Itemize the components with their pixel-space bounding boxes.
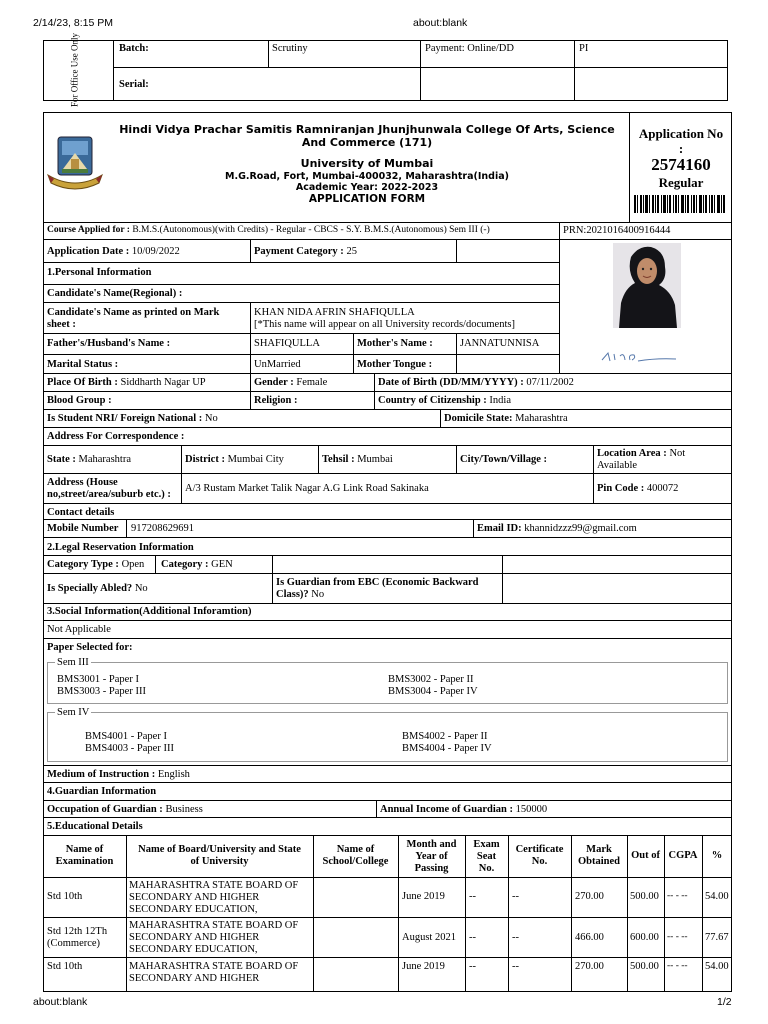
pin-code-label: Pin Code : — [597, 483, 645, 494]
nri-status — [47, 413, 218, 424]
col-school: Name of — [336, 844, 375, 855]
university-address: M.G.Road, Fort, Mumbai-400032, Maharashtra(India) — [225, 171, 509, 182]
tehsil-label: Tehsil : — [322, 454, 355, 465]
social-heading: 3.Social Information(Additional Inforamtion) — [47, 606, 252, 617]
pi-label: PI — [579, 43, 589, 54]
col-month-line3: Passing — [414, 863, 449, 874]
cell-seat: -- — [469, 932, 476, 943]
dob-value: 07/11/2002 — [526, 377, 574, 388]
mother-name: JANNATUNNISA — [460, 338, 540, 349]
state-value: Maharashtra — [78, 454, 131, 465]
paper-item: BMS3002 - Paper II — [388, 674, 474, 685]
barcode-icon — [634, 195, 726, 213]
marital-status-label: Marital Status : — [47, 359, 119, 370]
col-outof: Out of — [631, 850, 660, 861]
col-exam: Name of — [65, 844, 104, 855]
guardian-occupation-label: Occupation of Guardian : — [47, 804, 163, 815]
place-of-birth-label: Place Of Birth : — [47, 377, 118, 388]
regional-name-label: Candidate's Name(Regional) : — [47, 288, 183, 299]
ebc-label-line2: Class)? — [276, 589, 309, 600]
application-no-label: Application No — [638, 126, 724, 141]
cell-exam: Std 12th 12Th — [47, 926, 108, 937]
cell-marks: 466.00 — [575, 932, 604, 943]
cell-board: MAHARASHTRA STATE BOARD OF — [129, 961, 299, 972]
mother-name-label: Mother's Name : — [357, 338, 433, 349]
location-area — [597, 448, 685, 459]
col-cert-line2: No. — [531, 856, 548, 867]
place-of-birth — [47, 377, 206, 388]
course-label: Course Applied for : — [47, 225, 130, 235]
state — [47, 454, 131, 465]
cell-board-line2: SECONDARY AND HIGHER — [129, 892, 260, 903]
gender — [254, 377, 327, 388]
marksheet-name-label-line2: sheet : — [47, 319, 76, 330]
col-cert: Certificate — [515, 844, 564, 855]
tehsil-value: Mumbai — [357, 454, 393, 465]
cell-month: August 2021 — [402, 932, 456, 943]
cell-month: June 2019 — [402, 891, 445, 902]
cell-exam: Std 10th — [47, 961, 83, 972]
print-title: about:blank — [413, 17, 468, 29]
candidate-name: KHAN NIDA AFRIN SHAFIQULLA — [254, 307, 415, 318]
print-footer-url: about:blank — [33, 996, 88, 1008]
paper-item: BMS3001 - Paper I — [57, 674, 139, 685]
house-address-label-line2: no,street/area/suburb etc.) : — [47, 489, 171, 500]
cell-cert: -- — [512, 891, 519, 902]
category-type-label: Category Type : — [47, 559, 119, 570]
cell-percent: 77.67 — [705, 932, 729, 943]
candidate-photo — [613, 243, 681, 328]
legal-heading: 2.Legal Reservation Information — [47, 542, 194, 553]
state-label: State : — [47, 454, 76, 465]
cell-board-line2: SECONDARY AND HIGHER — [129, 973, 260, 984]
cell-outof: 500.00 — [630, 891, 659, 902]
gender-label: Gender : — [254, 377, 294, 388]
academic-year: Academic Year: 2022-2023 — [295, 182, 439, 193]
guardian-income-value: 150000 — [515, 804, 548, 815]
sem3-legend: Sem III — [57, 657, 89, 668]
district-label: District : — [185, 454, 225, 465]
education-heading: 5.Educational Details — [47, 821, 143, 832]
batch-label: Batch: — [119, 43, 149, 54]
college-name: Hindi Vidya Prachar Samitis Ramniranjan Jhunjhunwala College Of Arts, Science — [119, 123, 615, 136]
paper-item: BMS4004 - Paper IV — [402, 743, 492, 754]
print-page-number: 1/2 — [717, 996, 732, 1008]
nri-value: No — [204, 413, 218, 424]
scrutiny-label: Scrutiny — [272, 43, 308, 54]
father-name-label: Father's/Husband's Name : — [47, 338, 171, 349]
serial-label: Serial: — [119, 79, 149, 90]
cell-percent: 54.00 — [705, 891, 729, 902]
guardian-heading: 4.Guardian Information — [47, 786, 157, 797]
university-emblem-icon — [46, 135, 104, 190]
cell-seat: -- — [469, 961, 476, 972]
cell-board-line3: SECONDARY EDUCATION, — [129, 944, 258, 955]
guardian-occupation-value: Business — [165, 804, 203, 815]
cell-board-line3: SECONDARY EDUCATION, — [129, 904, 258, 915]
location-area-label: Location Area : — [597, 448, 667, 459]
nri-label: Is Student NRI/ Foreign National : — [47, 413, 203, 424]
print-datetime: 2/14/23, 8:15 PM — [33, 17, 113, 29]
university-name: University of Mumbai — [300, 157, 434, 170]
email — [477, 523, 637, 534]
father-name: SHAFIQULLA — [254, 338, 320, 349]
medium-label: Medium of Instruction : — [47, 769, 156, 780]
date-of-birth — [378, 377, 574, 388]
email-value: khannidzzz99@gmail.com — [524, 523, 637, 534]
col-percent: % — [711, 850, 723, 861]
form-title: APPLICATION FORM — [308, 193, 426, 205]
prn-number: PRN:2021016400916444 — [563, 225, 671, 236]
cell-board: MAHARASHTRA STATE BOARD OF — [129, 880, 299, 891]
marksheet-name-label: Candidate's Name as printed on Mark — [47, 307, 220, 318]
cell-percent: 54.00 — [705, 961, 729, 972]
category-label: Category : — [161, 559, 209, 570]
location-area-value-line2: Available — [597, 460, 638, 471]
col-board: Name of Board/University and State — [138, 844, 301, 855]
social-value: Not Applicable — [47, 624, 111, 635]
category-type-value: Open — [121, 559, 145, 570]
address-heading: Address For Correspondence : — [47, 431, 185, 442]
application-date-label: Application Date : — [47, 246, 130, 257]
col-seat-line3: No. — [478, 863, 495, 874]
personal-info-heading: 1.Personal Information — [47, 267, 152, 278]
cell-cert: -- — [512, 932, 519, 943]
guardian-income — [380, 804, 547, 815]
sem4-legend: Sem IV — [57, 707, 90, 718]
cell-exam-line2: (Commerce) — [47, 938, 101, 949]
office-use-label: For Office Use Only — [69, 32, 80, 108]
ebc-value: No — [311, 589, 325, 600]
cell-board-line2: SECONDARY AND HIGHER — [129, 932, 260, 943]
col-school-line2: School/College — [322, 856, 389, 867]
location-area-value: Not — [669, 448, 686, 459]
application-type: Regular — [658, 175, 704, 190]
medium-value: English — [157, 769, 190, 780]
candidate-name-note: [*This name will appear on all University records/documents] — [254, 319, 515, 330]
citizenship-label: Country of Citizenship : — [378, 395, 487, 406]
email-label: Email ID: — [477, 523, 522, 534]
col-month-line2: Year of — [415, 851, 448, 862]
application-date — [47, 246, 180, 257]
ebc — [276, 589, 324, 600]
cell-cgpa: -- - -- — [667, 891, 688, 901]
dob-label: Date of Birth (DD/MM/YYYY) : — [378, 377, 524, 388]
col-seat: Exam — [473, 839, 500, 850]
blood-group-label: Blood Group : — [47, 395, 112, 406]
domicile-label: Domicile State: — [444, 413, 513, 424]
col-marks-line2: Obtained — [577, 856, 620, 867]
marital-status: UnMarried — [254, 359, 301, 370]
col-cgpa: CGPA — [668, 850, 698, 861]
domicile-value: Maharashtra — [515, 413, 568, 424]
papers-heading: Paper Selected for: — [47, 642, 133, 653]
cell-marks: 270.00 — [575, 891, 604, 902]
payment-label: Payment: Online/DD — [425, 43, 514, 54]
cell-month: June 2019 — [402, 961, 445, 972]
cell-exam: Std 10th — [47, 891, 83, 902]
application-no: 2574160 — [651, 155, 711, 174]
col-exam-line2: Examination — [55, 856, 114, 867]
paper-item: BMS3003 - Paper III — [57, 686, 146, 697]
pin-code-value: 400072 — [646, 483, 679, 494]
application-no-colon: : — [678, 141, 684, 156]
house-address-label: Address (House — [47, 477, 118, 488]
gender-value: Female — [296, 377, 328, 388]
category — [161, 559, 233, 570]
col-month: Month and — [406, 839, 457, 850]
citizenship-value: India — [489, 395, 511, 406]
ebc-label: Is Guardian from EBC (Economic Backward — [276, 577, 479, 588]
mobile-number: 917208629691 — [131, 523, 194, 534]
specially-abled — [47, 583, 148, 594]
category-type — [47, 559, 144, 570]
cell-outof: 500.00 — [630, 961, 659, 972]
cell-seat: -- — [469, 891, 476, 902]
house-address: A/3 Rustam Market Talik Nagar A.G Link Road Sakinaka — [185, 483, 429, 494]
district-value: Mumbai City — [227, 454, 284, 465]
col-marks: Mark — [586, 844, 612, 855]
category-value: GEN — [211, 559, 233, 570]
payment-category-label: Payment Category : — [254, 246, 344, 257]
contact-heading: Contact details — [47, 507, 115, 518]
cell-cert: -- — [512, 961, 519, 972]
course-applied — [47, 225, 490, 236]
pin-code — [597, 483, 678, 494]
paper-item: BMS3004 - Paper IV — [388, 686, 478, 697]
cell-cgpa: -- - -- — [667, 932, 688, 942]
paper-item: BMS4002 - Paper II — [402, 731, 488, 742]
col-seat-line2: Seat — [476, 851, 497, 862]
city-label: City/Town/Village : — [460, 454, 548, 465]
cell-marks: 270.00 — [575, 961, 604, 972]
college-name-line2: And Commerce (171) — [301, 136, 433, 149]
paper-item: BMS4001 - Paper I — [85, 731, 167, 742]
payment-category-value: 25 — [346, 246, 357, 257]
place-of-birth-value: Siddharth Nagar UP — [120, 377, 206, 388]
mother-tongue-label: Mother Tongue : — [357, 359, 433, 370]
medium-of-instruction — [47, 769, 190, 780]
domicile-state — [444, 413, 568, 424]
citizenship — [378, 395, 511, 406]
guardian-income-label: Annual Income of Guardian : — [380, 804, 514, 815]
tehsil — [322, 454, 393, 465]
cell-board: MAHARASHTRA STATE BOARD OF — [129, 920, 299, 931]
col-board-line2: of University — [190, 856, 249, 867]
candidate-signature — [598, 348, 680, 366]
application-date-value: 10/09/2022 — [131, 246, 180, 257]
payment-category — [254, 246, 357, 257]
mobile-label: Mobile Number — [47, 523, 119, 534]
paper-item: BMS4003 - Paper III — [85, 743, 174, 754]
course-value: B.M.S.(Autonomous)(with Credits) - Regular - CBCS - S.Y. B.M.S.(Autonomous) Sem III (-) — [132, 225, 490, 235]
cell-cgpa: -- - -- — [667, 961, 688, 971]
specially-abled-value: No — [134, 583, 148, 594]
district — [185, 454, 284, 465]
guardian-occupation — [47, 804, 203, 815]
religion-label: Religion : — [254, 395, 298, 406]
specially-abled-label: Is Specially Abled? — [47, 583, 133, 594]
cell-outof: 600.00 — [630, 932, 659, 943]
